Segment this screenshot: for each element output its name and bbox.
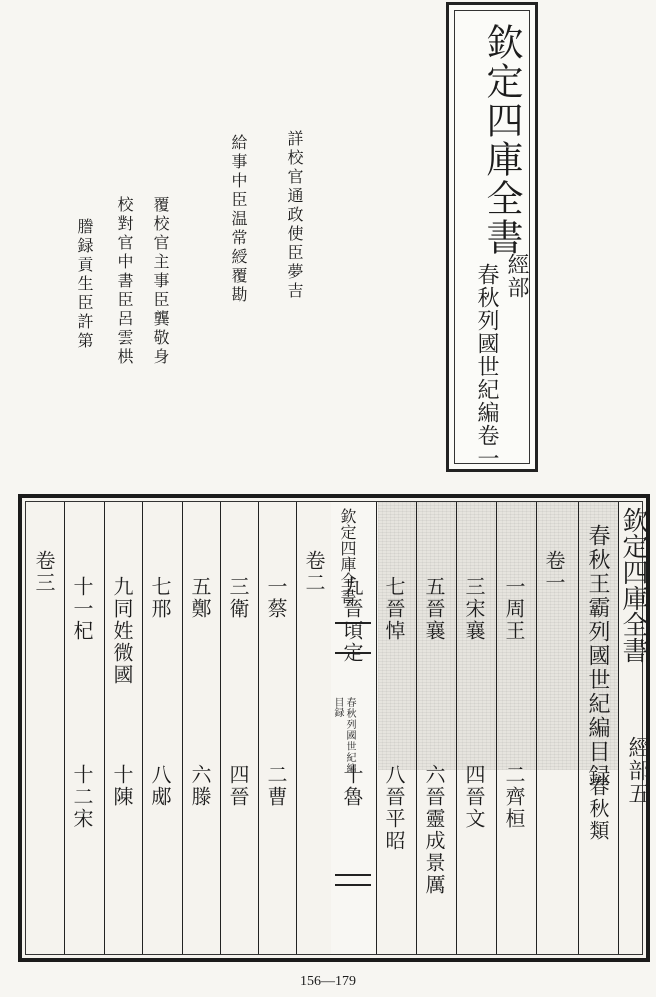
title-slip: [446, 2, 538, 472]
entry-top: 一蔡: [264, 576, 288, 620]
entry-bottom: 四晉: [226, 764, 250, 808]
page-number: 156—179: [300, 974, 356, 989]
category-label: 春秋類: [586, 776, 610, 842]
column-rule: [536, 502, 537, 954]
column-rule: [496, 502, 497, 954]
official-jiaodui: 校對官中書臣呂雲栱: [115, 196, 134, 367]
entry-bottom: 十二宋: [70, 764, 94, 830]
entry-top: 九晉頃定: [340, 576, 364, 664]
column-rule: [182, 502, 183, 954]
volume-3-label: 卷三: [32, 550, 56, 594]
fold-rule-right: [376, 502, 377, 954]
entry-top: 三衛: [226, 576, 250, 620]
entry-bottom: 二齊桓: [502, 764, 526, 830]
entry-bottom: 六滕: [188, 764, 212, 808]
page-header-section: 經部五: [625, 736, 650, 805]
column-rule: [416, 502, 417, 954]
collection-title: 欽定四庫全書: [480, 23, 523, 257]
entry-top: 五鄭: [188, 576, 212, 620]
official-fujiao: 覆校官主事臣龔敬身: [151, 196, 170, 367]
title-slip-frame: [454, 10, 530, 470]
entry-bottom: 四晉文: [462, 764, 486, 830]
fold-mark: [335, 874, 371, 876]
catalog-frame: [25, 501, 650, 955]
fold-mark: [335, 884, 371, 886]
fold-section: 目録: [332, 697, 343, 717]
fold-title: 欽定四庫全書: [338, 508, 357, 604]
entry-top: 一周王: [502, 576, 526, 642]
entry-top: 九同姓微國: [110, 576, 134, 686]
official-xiangjiao: 詳校官通政使臣夢吉: [285, 130, 304, 301]
column-rule: [578, 502, 579, 954]
catalog-page: [18, 494, 650, 962]
volume-1-label: 卷一: [542, 550, 566, 594]
entry-top: 五晉襄: [422, 576, 446, 642]
entry-top: 十一杞: [70, 576, 94, 642]
column-rule: [142, 502, 143, 954]
column-rule: [104, 502, 105, 954]
official-tenglu: 謄録貢生臣許第: [75, 218, 94, 351]
center-fold: [331, 502, 376, 954]
official-jishizhong: 給事中臣温常綬覆勘: [229, 134, 248, 305]
entry-top: 三宋襄: [462, 576, 486, 642]
entry-bottom: 八晉平昭: [382, 764, 406, 852]
column-rule: [456, 502, 457, 954]
entry-top: 七晉悼: [382, 576, 406, 642]
catalog-book-title: 春秋王霸列國世紀編目録: [585, 524, 610, 788]
entry-bottom: 八郕: [148, 764, 172, 808]
entry-bottom: 十陳: [110, 764, 134, 808]
entry-bottom: 二曹: [264, 764, 288, 808]
column-rule: [296, 502, 297, 954]
volume-title: 春秋列國世紀編卷一: [474, 263, 499, 470]
column-rule: [258, 502, 259, 954]
page-header-title: 欽定四庫全書: [618, 507, 648, 663]
column-rule: [220, 502, 221, 954]
entry-top: 七邢: [148, 576, 172, 620]
entry-bottom: 十魯: [340, 764, 364, 808]
fold-book-title: 春秋列國世紀編: [344, 697, 355, 774]
worn-area: [378, 502, 618, 770]
entry-bottom: 六晉靈成景厲: [422, 764, 446, 896]
section-label: 經部: [504, 253, 529, 299]
column-rule: [64, 502, 65, 954]
volume-2-label: 卷二: [302, 550, 326, 594]
